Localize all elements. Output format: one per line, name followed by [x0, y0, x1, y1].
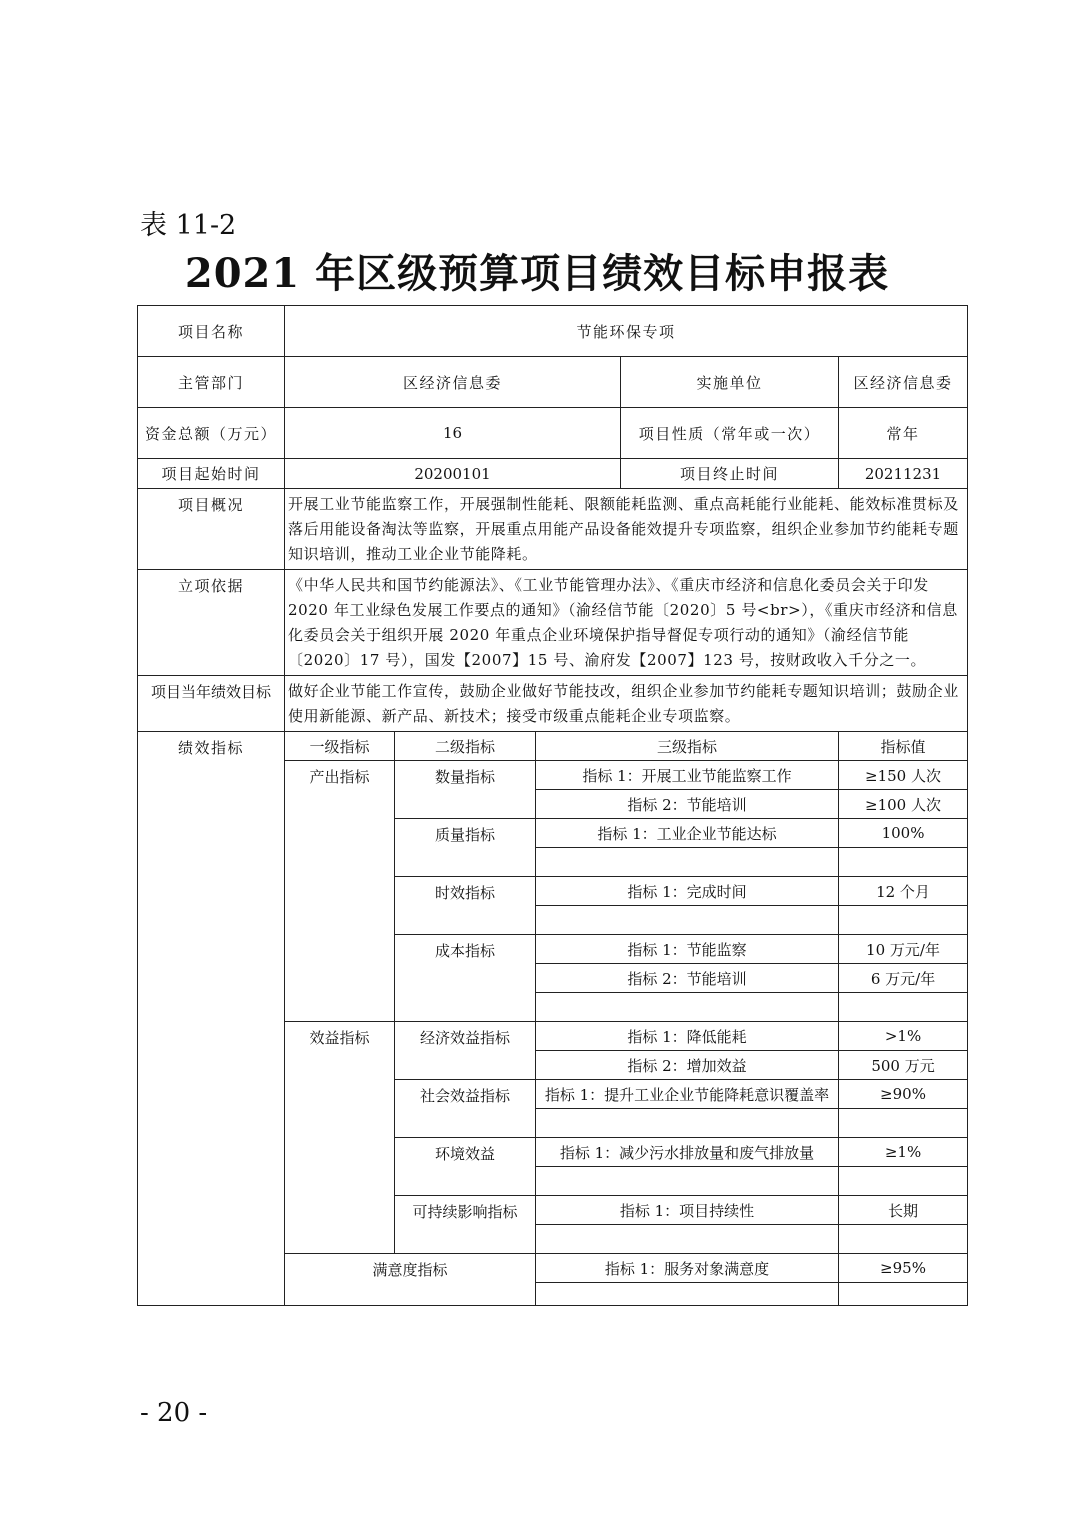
indicator-value: 12 个月 — [839, 877, 968, 906]
indicator-name: 指标 1：完成时间 — [536, 877, 839, 906]
empty-cell — [536, 1167, 839, 1196]
indicator-value: 6 万元/年 — [839, 964, 968, 993]
indicator-value: 500 万元 — [839, 1051, 968, 1080]
period-row — [138, 459, 968, 489]
cost-indicator-label: 成本指标 — [395, 935, 536, 1022]
indicator-value: ≥100 人次 — [839, 790, 968, 819]
basis-row — [138, 570, 968, 676]
indicator-value: ≥1% — [839, 1138, 968, 1167]
indicator-value: ≥90% — [839, 1080, 968, 1109]
indicator-name: 指标 1：节能监察 — [536, 935, 839, 964]
basis-text: 《中华人民共和国节约能源法》、《工业节能管理办法》、《重庆市经济和信息化委员会关于印发 2020 年工业绿色发展工作要点的通知》（渝经信节能〔2020〕5 号<br>），《重庆市经济和信息化委员会关于组织开展 2020 年重点企业环境保护指导督促专项行动的通知》（渝经信节能〔2020〕17 号），国发【2007】15 号、渝府发【2007】123 号，按财政收入千分之一。 — [285, 570, 968, 676]
sustain-indicator-label: 可持续影响指标 — [395, 1196, 536, 1254]
department-label: 主管部门 — [138, 357, 285, 408]
impl-unit-label: 实施单位 — [621, 357, 839, 408]
budget-performance-table — [137, 305, 968, 1306]
indicator-name: 指标 1：开展工业节能监察工作 — [536, 761, 839, 790]
annual-goal-label: 项目当年绩效目标 — [138, 676, 285, 732]
project-name-label: 项目名称 — [138, 306, 285, 357]
value-header: 指标值 — [839, 732, 968, 761]
quantity-indicator-label: 数量指标 — [395, 761, 536, 819]
start-value: 20200101 — [285, 459, 621, 489]
indicator-name: 指标 1：降低能耗 — [536, 1022, 839, 1051]
empty-cell — [839, 1109, 968, 1138]
overview-row — [138, 489, 968, 570]
empty-cell — [536, 1109, 839, 1138]
document-title: 2021 年区级预算项目绩效目标申报表 — [184, 250, 890, 297]
level2-header: 二级指标 — [395, 732, 536, 761]
fund-row — [138, 408, 968, 459]
empty-cell — [839, 993, 968, 1022]
empty-cell — [536, 1283, 839, 1306]
indicator-header-row — [138, 732, 968, 761]
satisfaction-indicator-label: 满意度指标 — [285, 1254, 536, 1306]
end-value: 20211231 — [839, 459, 968, 489]
nature-label: 项目性质（常年或一次） — [621, 408, 839, 459]
department-row — [138, 357, 968, 408]
empty-cell — [839, 848, 968, 877]
empty-cell — [536, 993, 839, 1022]
indicator-value: ≥95% — [839, 1254, 968, 1283]
level1-header: 一级指标 — [285, 732, 395, 761]
benefit-indicator-label: 效益指标 — [285, 1022, 395, 1254]
fund-label: 资金总额（万元） — [138, 408, 285, 459]
quality-indicator-label: 质量指标 — [395, 819, 536, 877]
indicator-value: ≥150 人次 — [839, 761, 968, 790]
empty-cell — [536, 848, 839, 877]
empty-cell — [536, 1225, 839, 1254]
page-number: - 20 - — [140, 1398, 208, 1428]
start-label: 项目起始时间 — [138, 459, 285, 489]
indicator-name: 指标 1：项目持续性 — [536, 1196, 839, 1225]
indicators-label: 绩效指标 — [138, 732, 285, 1306]
impl-unit-value: 区经济信息委 — [839, 357, 968, 408]
level3-header: 三级指标 — [536, 732, 839, 761]
overview-text: 开展工业节能监察工作，开展强制性能耗、限额能耗监测、重点高耗能行业能耗、能效标准贯标及落后用能设备淘汰等监察，开展重点用能产品设备能效提升专项监察，组织企业参加节约能耗专题知识培训，推动工业企业节能降耗。 — [285, 489, 968, 570]
empty-cell — [839, 906, 968, 935]
overview-label: 项目概况 — [138, 489, 285, 570]
annual-goal-text: 做好企业节能工作宣传，鼓励企业做好节能技改，组织企业参加节约能耗专题知识培训；鼓励企业使用新能源、新产品、新技术；接受市级重点能耗企业专项监察。 — [285, 676, 968, 732]
indicator-value: 100% — [839, 819, 968, 848]
indicator-value: 10 万元/年 — [839, 935, 968, 964]
project-name-row — [138, 306, 968, 357]
end-label: 项目终止时间 — [621, 459, 839, 489]
environment-indicator-label: 环境效益 — [395, 1138, 536, 1196]
economic-indicator-label: 经济效益指标 — [395, 1022, 536, 1080]
indicator-name: 指标 2：节能培训 — [536, 790, 839, 819]
empty-cell — [536, 906, 839, 935]
empty-cell — [839, 1283, 968, 1306]
empty-cell — [839, 1167, 968, 1196]
indicator-name: 指标 1：提升工业企业节能降耗意识覆盖率 — [536, 1080, 839, 1109]
indicator-name: 指标 1：减少污水排放量和废气排放量 — [536, 1138, 839, 1167]
output-indicator-label: 产出指标 — [285, 761, 395, 1022]
indicator-name: 指标 1：服务对象满意度 — [536, 1254, 839, 1283]
project-name-value: 节能环保专项 — [285, 306, 968, 357]
indicator-name: 指标 1：工业企业节能达标 — [536, 819, 839, 848]
empty-cell — [839, 1225, 968, 1254]
timeliness-indicator-label: 时效指标 — [395, 877, 536, 935]
annual-goal-row — [138, 676, 968, 732]
social-indicator-label: 社会效益指标 — [395, 1080, 536, 1138]
basis-label: 立项依据 — [138, 570, 285, 676]
indicator-name: 指标 2：节能培训 — [536, 964, 839, 993]
indicator-value: >1% — [839, 1022, 968, 1051]
fund-value: 16 — [285, 408, 621, 459]
indicator-value: 长期 — [839, 1196, 968, 1225]
nature-value: 常年 — [839, 408, 968, 459]
table-number: 表 11-2 — [140, 210, 237, 241]
department-value: 区经济信息委 — [285, 357, 621, 408]
indicator-name: 指标 2：增加效益 — [536, 1051, 839, 1080]
